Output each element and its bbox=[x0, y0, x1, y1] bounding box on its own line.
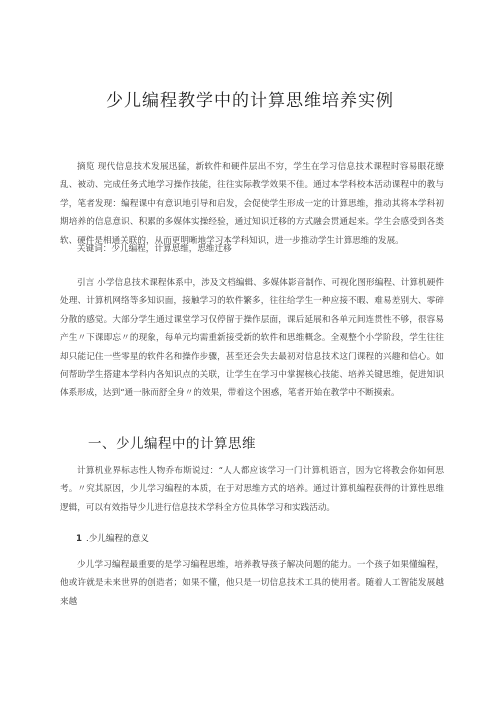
subsection-paragraph: 少儿学习编程最重要的是学习编程思维，培养教导孩子解决问题的能力。一个孩子如果懂编程，他或许就是未来世界的创造者；如果不懂，他只是一切信息技术工具的使用者。随着人工智能发展越来越 bbox=[60, 560, 444, 607]
keywords-line: 关键词：少儿编程，计算思维，思维迁移 bbox=[77, 244, 232, 254]
subsection-heading bbox=[76, 532, 149, 544]
page-title: 少儿编程教学中的计算思维培养实例 bbox=[106, 91, 394, 111]
subsection-number: 1 bbox=[76, 534, 82, 544]
subsection-title: .少儿编程的意义 bbox=[85, 534, 149, 544]
section-heading: 一、少儿编程中的计算思维 bbox=[88, 436, 256, 452]
intro-paragraph: 引言 小学信息技术课程体系中，涉及文档编辑、多媒体影音制作、可视化图形编程、计算机硬件处理、计算机网络等多知识面，接触学习的软件繁多，往往给学生一种应接不暇、难易差别大、零碎分散的感觉。大部分学生通过课堂学习仅停留于操作层面，课后延展和各单元间连贯性不够，很容易产生〃下课即忘〃的现象，每单元均需重新接受新的软件和思维概念。全观整个小学阶段，学生往往却只能记住一些零星的软件名和操作步骤，甚至还会失去最初对信息技术这门课程的兴趣和信心。如何帮助学生搭建本学科内各知识点的关联，让学生在学习中掌握核心技能、培养关键思维，促进知识体系形成，达到“通一脉而舒全身〃的效果，带着这个困惑，笔者开始在教学中不断摸索。 bbox=[60, 278, 444, 399]
abstract-paragraph: 摘览 现代信息技术发展迅猛，新软件和硬件层出不穷，学生在学习信息技术课程时容易眼花缭乱、被动、完成任务式地学习操作技能，往往实际教学效果不佳。通过本学科校本活动课程中的教与学，笔者发现：编程课中有意识地引导和启发，会促使学生形成一定的计算思维，推动其将本学科初期培养的信息意识、积累的多媒体实操经验，通过知识迁移的方式融会贯通起来。学生会感受到各类软、硬件是相通关联的，从而更明晰地学习本学科知识，进一步推动学生计算思维的发展。 bbox=[60, 162, 444, 246]
section-paragraph: 计算机业界标志性人物乔布斯说过：“人人都应该学习一门计算机语言，因为它将教会你如何思考。〃究其原因，少儿学习编程的本质，在于对思维方式的培养。通过计算机编程获得的计算性思维逻辑，可以有效指导少儿进行信息技术学科全方位具体学习和实践活动。 bbox=[60, 466, 444, 513]
